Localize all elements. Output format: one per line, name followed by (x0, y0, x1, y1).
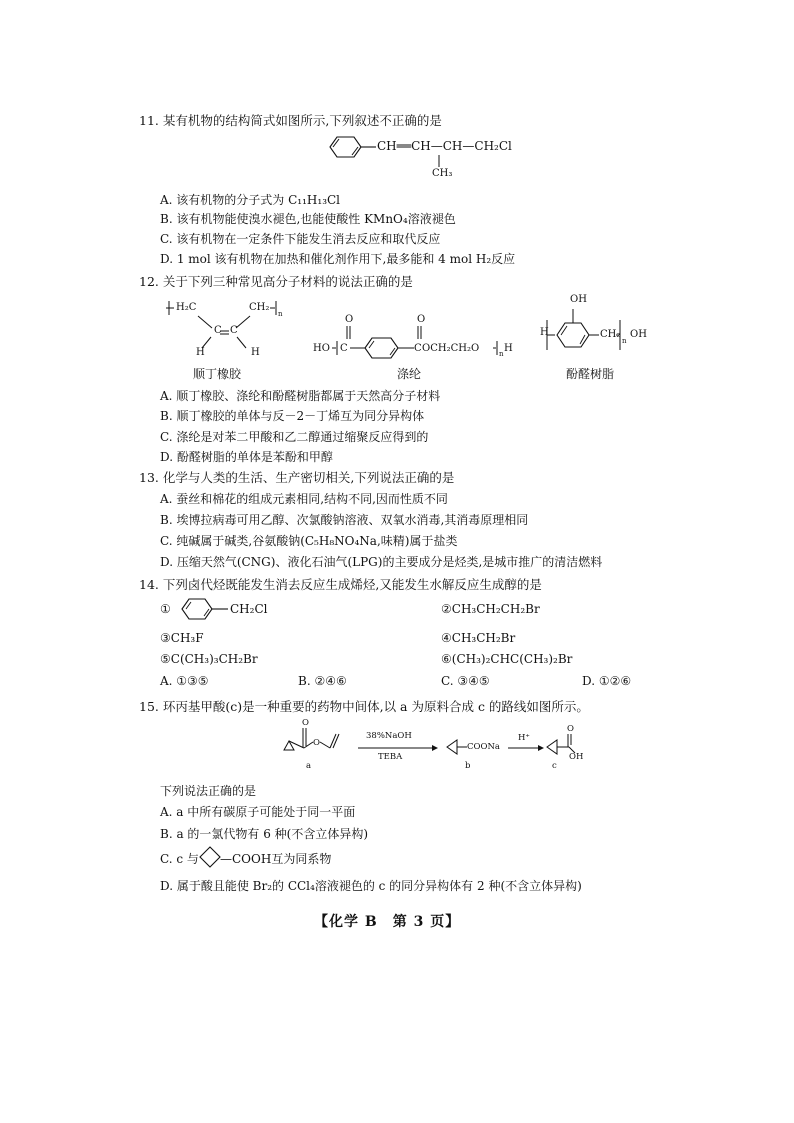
q15-option-b: B. a 的一氯代物有 6 种(不含立体异构) (160, 827, 369, 841)
q15-label-c: c (552, 761, 557, 771)
q13-option-b: B. 埃博拉病毒可用乙醇、次氯酸钠溶液、双氧水消毒,其消毒原理相同 (160, 513, 529, 527)
q12-resin-oh-top: OH (570, 294, 587, 305)
q15-h-plus: H⁺ (518, 733, 530, 743)
q14-item-1-tail: CH₂Cl (230, 602, 268, 616)
q15-a-o-top: O (302, 718, 309, 728)
q14-choice-a: A. ①③⑤ (160, 674, 209, 688)
q12-polyester-label: 涤纶 (397, 367, 422, 381)
q12-polyester-h: H (504, 343, 513, 354)
q12-resin-ch2: CH₂ (600, 329, 621, 340)
q14-item-4: ④CH₃CH₂Br (441, 631, 516, 645)
q15-c-o: O (567, 724, 574, 734)
q15-reagent-bottom: TEBA (378, 752, 403, 762)
q12-rubber-n: n (278, 310, 283, 318)
q12-rubber-label: 顺丁橡胶 (193, 367, 242, 381)
q15-label-a: a (306, 761, 312, 771)
q15-arrow-2 (508, 744, 544, 752)
q11-stem: 11. 某有机物的结构简式如图所示,下列叙述不正确的是 (139, 113, 442, 128)
q14-stem: 14. 下列卤代烃既能发生消去反应生成烯烃,又能发生水解反应生成醇的是 (139, 577, 542, 592)
q12-rubber-c-left: C (214, 325, 222, 336)
q14-choice-c: C. ③④⑤ (441, 674, 490, 688)
q12-resin-label: 酚醛树脂 (566, 367, 615, 381)
q15-option-c-post: —COOH互为同系物 (220, 852, 332, 866)
q11-methyl-bond (437, 155, 441, 169)
q15-option-d: D. 属于酸且能使 Br₂的 CCl₄溶液褪色的 c 的同分异构体有 2 种(不含立体异构) (160, 879, 582, 893)
q15-arrow-1 (358, 744, 438, 752)
q12-polyester-tail: OCH₂CH₂O (422, 343, 480, 354)
q12-resin-oh-end: OH (630, 329, 647, 340)
q12-rubber-h-left: H (196, 347, 205, 358)
q13-stem: 13. 化学与人类的生活、生产密切相关,下列说法正确的是 (139, 470, 455, 485)
q14-item-3: ③CH₃F (160, 631, 204, 645)
q15-reagent-top: 38%NaOH (366, 731, 412, 741)
q12-polyester-n: n (499, 350, 504, 358)
q11-option-a: A. 该有机物的分子式为 C₁₁H₁₃Cl (160, 193, 341, 207)
q12-option-c: C. 涤纶是对苯二甲酸和乙二醇通过缩聚反应得到的 (160, 430, 429, 444)
q12-option-d: D. 酚醛树脂的单体是苯酚和甲醇 (160, 450, 333, 464)
q12-stem: 12. 关于下列三种常见高分子材料的说法正确的是 (139, 274, 413, 289)
q15-a-o-ester: O (313, 738, 320, 748)
q12-rubber-h-right: H (251, 347, 260, 358)
q12-rubber-ch2-left: H₂C (176, 302, 197, 313)
q13-option-c: C. 纯碱属于碱类,谷氨酸钠(C₅H₈NO₄Na,味精)属于盐类 (160, 534, 458, 548)
q14-choice-d: D. ①②⑥ (582, 674, 632, 688)
q14-item-6: ⑥(CH₃)₂CHC(CH₃)₂Br (441, 652, 573, 666)
q12-polyester-o2: O (417, 314, 426, 325)
q15-option-c-pre: C. c 与 (160, 852, 199, 866)
q12-resin-h: H (540, 327, 549, 338)
q15-prompt: 下列说法正确的是 (160, 784, 257, 798)
page-footer: 【化学 B 第 3 页】 (314, 914, 461, 930)
q12-resin-n: n (622, 337, 627, 345)
q11-benzene-ring (324, 136, 364, 158)
q12-polyester-benzene (350, 336, 416, 360)
q11-option-b: B. 该有机物能使溴水褪色,也能使酸性 KMnO₄溶液褪色 (160, 212, 456, 226)
q12-resin-bracket-right (616, 320, 628, 350)
q11-option-c: C. 该有机物在一定条件下能发生消去反应和取代反应 (160, 232, 441, 246)
q11-option-d: D. 1 mol 该有机物在加热和催化剂作用下,最多能和 4 mol H₂反应 (160, 252, 516, 266)
q12-option-a: A. 顺丁橡胶、涤纶和酚醛树脂都属于天然高分子材料 (160, 389, 441, 403)
q11-structure-methyl: CH₃ (432, 168, 453, 179)
q12-polyester-o1: O (345, 314, 354, 325)
q12-rubber-bracket-left (166, 301, 176, 315)
q14-benzene-ring (176, 597, 236, 621)
q13-option-a: A. 蚕丝和棉花的组成元素相同,结构不同,因而性质不同 (160, 492, 448, 506)
q11-structure-chain: CH══CH—CH—CH₂Cl (377, 139, 512, 153)
q15-c-oh: OH (569, 752, 584, 762)
q14-choice-b: B. ②④⑥ (298, 674, 347, 688)
q12-rubber-c-right: C (230, 325, 238, 336)
q12-polyester-c2: C (414, 343, 422, 354)
q15-label-b: b (465, 761, 471, 771)
q12-option-b: B. 顺丁橡胶的单体与反－2－丁烯互为同分异构体 (160, 409, 425, 423)
q12-polyester-c1: C (340, 343, 348, 354)
q15-option-a: A. a 中所有碳原子可能处于同一平面 (160, 805, 356, 819)
q14-item-2: ②CH₃CH₂CH₂Br (441, 602, 540, 616)
q13-option-d: D. 压缩天然气(CNG)、液化石油气(LPG)的主要成分是烃类,是城市推广的清洁燃料 (160, 555, 603, 569)
q15-stem: 15. 环丙基甲酸(c)是一种重要的药物中间体,以 a 为原料合成 c 的路线如图所示。 (139, 699, 589, 714)
q14-item-1-num: ① (160, 602, 171, 616)
q15-b-group: COONa (467, 742, 500, 752)
q12-polyester-ho: HO (313, 343, 330, 354)
q12-rubber-ch2-right: CH₂ (249, 302, 270, 313)
q14-item-5: ⑤C(CH₃)₃CH₂Br (160, 652, 258, 666)
